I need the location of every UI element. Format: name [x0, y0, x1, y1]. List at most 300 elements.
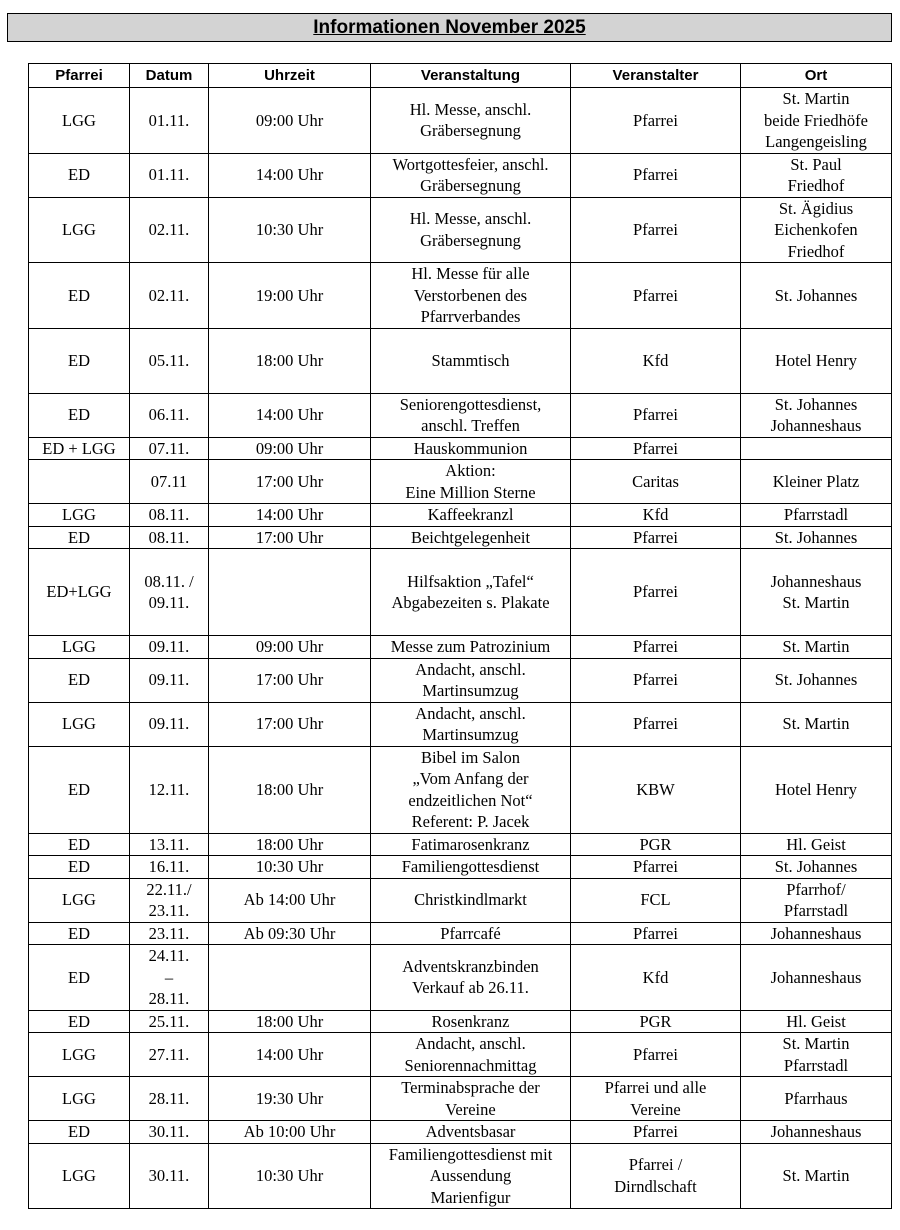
cell-veranstalter: [571, 504, 741, 527]
cell-uhrzeit: [209, 1077, 371, 1121]
table-row: [29, 1121, 892, 1144]
cell-veranstalter: [571, 1033, 741, 1077]
uhrzeit-text: 19:00 Uhr: [255, 285, 324, 305]
cell-veranstaltung: [371, 526, 571, 549]
header-veranstaltung: Veranstaltung: [371, 64, 571, 88]
veranstaltung-text: Familiengottesdienst: [401, 857, 540, 876]
table-row: [29, 1010, 892, 1033]
ort-text: Johanneshaus: [770, 967, 862, 987]
cell-datum: [130, 1010, 209, 1033]
cell-veranstaltung: [371, 878, 571, 922]
veranstalter-text: Kfd: [642, 505, 669, 524]
ort-text: Kleiner Platz: [772, 471, 860, 491]
uhrzeit-text: Ab 09:30 Uhr: [243, 923, 336, 943]
veranstaltung-text: Seniorengottesdienst, anschl. Treffen: [399, 394, 542, 435]
cell-veranstalter: [571, 437, 741, 460]
cell-uhrzeit: [209, 878, 371, 922]
cell-ort: [741, 437, 892, 460]
cell-uhrzeit: [209, 88, 371, 154]
uhrzeit-text: 10:30 Uhr: [255, 220, 324, 239]
cell-veranstalter: [571, 393, 741, 437]
ort-text: St. Martin: [782, 1166, 850, 1185]
datum-text: 06.11.: [148, 405, 190, 425]
cell-veranstalter: [571, 526, 741, 549]
veranstaltung-text: Christkindlmarkt: [414, 890, 527, 910]
cell-uhrzeit: [209, 833, 371, 856]
table-row: [29, 328, 892, 393]
cell-uhrzeit: [209, 197, 371, 263]
cell-uhrzeit: [209, 945, 371, 1011]
cell-pfarrei: [29, 922, 130, 945]
pfarrei-text: ED + LGG: [42, 438, 116, 458]
veranstalter-text: Pfarrei: [633, 405, 678, 425]
cell-datum: [130, 393, 209, 437]
cell-datum: [130, 922, 209, 945]
cell-datum: [130, 460, 209, 504]
datum-text: 23.11.: [148, 923, 190, 943]
table-row: [29, 263, 892, 329]
cell-veranstaltung: [371, 504, 571, 527]
cell-pfarrei: [29, 153, 130, 197]
pfarrei-text: LGG: [62, 1166, 96, 1185]
cell-veranstalter: [571, 856, 741, 879]
cell-veranstaltung: [371, 1143, 571, 1209]
table-header-row: [29, 64, 892, 88]
cell-pfarrei: [29, 878, 130, 922]
datum-text: 09.11.: [148, 637, 190, 656]
cell-ort: [741, 197, 892, 263]
uhrzeit-text: 19:30 Uhr: [255, 1088, 324, 1108]
cell-datum: [130, 197, 209, 263]
veranstaltung-text: Andacht, anschl. Martinsumzug: [415, 659, 526, 700]
table-row: [29, 833, 892, 856]
ort-text: Johanneshaus St. Martin: [770, 571, 862, 612]
ort-text: St. Johannes: [774, 857, 858, 876]
cell-datum: [130, 88, 209, 154]
uhrzeit-text: 14:00 Uhr: [255, 165, 324, 185]
cell-uhrzeit: [209, 437, 371, 460]
uhrzeit-text: Ab 10:00 Uhr: [243, 1122, 336, 1141]
uhrzeit-text: Ab 14:00 Uhr: [243, 890, 336, 910]
cell-veranstaltung: [371, 1033, 571, 1077]
cell-uhrzeit: [209, 1033, 371, 1077]
veranstalter-text: Pfarrei: [633, 110, 678, 130]
ort-text: Pfarrstadl: [783, 505, 849, 524]
cell-datum: [130, 1143, 209, 1209]
pfarrei-text: ED: [68, 285, 90, 305]
cell-uhrzeit: [209, 1143, 371, 1209]
cell-datum: [130, 437, 209, 460]
cell-veranstaltung: [371, 460, 571, 504]
ort-text: St. Johannes: [774, 670, 858, 690]
header-uhrzeit: Uhrzeit: [209, 64, 371, 88]
veranstaltung-text: Wortgottesfeier, anschl. Gräbersegnung: [392, 154, 549, 195]
veranstalter-text: Pfarrei: [633, 923, 678, 943]
table-row: [29, 437, 892, 460]
veranstaltung-text: Messe zum Patrozinium: [390, 637, 551, 656]
cell-ort: [741, 88, 892, 154]
cell-pfarrei: [29, 658, 130, 702]
cell-pfarrei: [29, 833, 130, 856]
datum-text: 02.11.: [148, 285, 190, 305]
cell-datum: [130, 945, 209, 1011]
cell-pfarrei: [29, 746, 130, 833]
cell-uhrzeit: [209, 1121, 371, 1144]
pfarrei-text: ED+LGG: [46, 582, 112, 602]
cell-pfarrei: [29, 460, 130, 504]
veranstaltung-text: Familiengottesdienst mit Aussendung Marienfigur: [388, 1144, 553, 1207]
cell-pfarrei: [29, 197, 130, 263]
ort-text: Hotel Henry: [774, 779, 858, 799]
veranstalter-text: Pfarrei: [633, 527, 678, 547]
uhrzeit-text: 09:00 Uhr: [255, 110, 324, 130]
veranstaltung-text: Andacht, anschl. Martinsumzug: [415, 703, 526, 744]
cell-ort: [741, 393, 892, 437]
cell-uhrzeit: [209, 153, 371, 197]
veranstalter-text: PGR: [639, 834, 672, 854]
veranstaltung-text: Hl. Messe für alle Verstorbenen des Pfarrverbandes: [411, 264, 530, 326]
ort-text: St. Ägidius Eichenkofen Friedhof: [774, 198, 858, 261]
veranstaltung-text: Hl. Messe, anschl. Gräbersegnung: [409, 99, 532, 141]
datum-text: 12.11.: [148, 779, 190, 799]
cell-veranstaltung: [371, 1010, 571, 1033]
pfarrei-text: ED: [68, 834, 90, 854]
veranstaltung-text: Adventsbasar: [425, 1122, 516, 1141]
ort-text: St. Martin: [782, 637, 850, 656]
table-row: [29, 878, 892, 922]
cell-ort: [741, 526, 892, 549]
veranstaltung-text: Andacht, anschl. Seniorennachmittag: [404, 1034, 537, 1075]
cell-ort: [741, 1077, 892, 1121]
cell-veranstalter: [571, 197, 741, 263]
datum-text: 09.11.: [148, 670, 190, 690]
uhrzeit-text: 18:00 Uhr: [255, 350, 324, 370]
cell-veranstaltung: [371, 437, 571, 460]
uhrzeit-text: 18:00 Uhr: [255, 779, 324, 799]
cell-datum: [130, 856, 209, 879]
cell-pfarrei: [29, 856, 130, 879]
ort-text: St. Paul Friedhof: [787, 154, 845, 195]
cell-veranstaltung: [371, 746, 571, 833]
veranstalter-text: Pfarrei / Dirndlschaft: [614, 1155, 697, 1196]
table-row: [29, 526, 892, 549]
table-row: [29, 922, 892, 945]
table-row: [29, 658, 892, 702]
header-veranstalter: Veranstalter: [571, 64, 741, 88]
veranstaltung-text: Hilfsaktion „Tafel“ Abgabezeiten s. Plakate: [391, 571, 550, 612]
table-row: [29, 1033, 892, 1077]
pfarrei-text: ED: [68, 1011, 90, 1031]
uhrzeit-text: 10:30 Uhr: [255, 1166, 324, 1185]
cell-veranstalter: [571, 1010, 741, 1033]
cell-ort: [741, 636, 892, 659]
veranstalter-text: Pfarrei: [633, 1044, 678, 1064]
cell-datum: [130, 1121, 209, 1144]
cell-pfarrei: [29, 1010, 130, 1033]
page-title: Informationen November 2025: [313, 16, 586, 38]
cell-veranstaltung: [371, 833, 571, 856]
cell-veranstaltung: [371, 393, 571, 437]
table-row: [29, 1077, 892, 1121]
cell-pfarrei: [29, 1033, 130, 1077]
table-row: [29, 1143, 892, 1209]
cell-datum: [130, 526, 209, 549]
cell-veranstaltung: [371, 153, 571, 197]
pfarrei-text: ED: [68, 670, 90, 690]
cell-uhrzeit: [209, 328, 371, 393]
veranstalter-text: Pfarrei: [633, 165, 678, 185]
header-ort: Ort: [741, 64, 892, 88]
cell-uhrzeit: [209, 856, 371, 879]
cell-datum: [130, 833, 209, 856]
table-row: [29, 88, 892, 154]
table-row: [29, 393, 892, 437]
cell-ort: [741, 153, 892, 197]
cell-uhrzeit: [209, 636, 371, 659]
uhrzeit-text: 09:00 Uhr: [255, 637, 324, 656]
cell-ort: [741, 746, 892, 833]
cell-pfarrei: [29, 504, 130, 527]
cell-datum: [130, 504, 209, 527]
veranstalter-text: FCL: [640, 890, 671, 910]
veranstaltung-text: Adventskranzbinden Verkauf ab 26.11.: [402, 956, 539, 998]
cell-datum: [130, 153, 209, 197]
cell-veranstalter: [571, 636, 741, 659]
pfarrei-text: ED: [68, 405, 90, 425]
veranstaltung-text: Fatimarosenkranz: [411, 834, 530, 854]
cell-uhrzeit: [209, 263, 371, 329]
veranstaltung-text: Kaffeekranzl: [427, 505, 514, 524]
ort-text: St. Johannes: [774, 527, 858, 547]
datum-text: 27.11.: [148, 1044, 190, 1064]
cell-veranstaltung: [371, 1077, 571, 1121]
cell-veranstaltung: [371, 945, 571, 1011]
cell-ort: [741, 263, 892, 329]
cell-pfarrei: [29, 1143, 130, 1209]
cell-veranstalter: [571, 1077, 741, 1121]
cell-veranstalter: [571, 702, 741, 746]
pfarrei-text: ED: [68, 967, 90, 987]
cell-veranstaltung: [371, 1121, 571, 1144]
veranstalter-text: Pfarrei: [633, 670, 678, 690]
ort-text: Pfarrhaus: [784, 1088, 848, 1108]
cell-veranstaltung: [371, 922, 571, 945]
cell-veranstaltung: [371, 636, 571, 659]
cell-pfarrei: [29, 549, 130, 636]
cell-veranstalter: [571, 922, 741, 945]
cell-pfarrei: [29, 636, 130, 659]
cell-veranstaltung: [371, 263, 571, 329]
pfarrei-text: ED: [68, 779, 90, 799]
datum-text: 07.11: [150, 471, 188, 491]
table-row: [29, 636, 892, 659]
pfarrei-text: LGG: [62, 220, 96, 239]
datum-text: 07.11.: [148, 438, 190, 458]
header-datum: Datum: [130, 64, 209, 88]
cell-pfarrei: [29, 945, 130, 1011]
cell-ort: [741, 460, 892, 504]
cell-veranstalter: [571, 658, 741, 702]
cell-pfarrei: [29, 1077, 130, 1121]
cell-ort: [741, 1033, 892, 1077]
pfarrei-text: LGG: [62, 110, 96, 130]
veranstaltung-text: Bibel im Salon „Vom Anfang der endzeitlichen Not“ Referent: P. Jacek: [408, 747, 533, 831]
datum-text: 08.11.: [148, 505, 190, 524]
uhrzeit-text: 17:00 Uhr: [255, 471, 324, 491]
cell-veranstalter: [571, 1143, 741, 1209]
cell-ort: [741, 549, 892, 636]
uhrzeit-text: 18:00 Uhr: [255, 1011, 324, 1031]
header-pfarrei: Pfarrei: [29, 64, 130, 88]
cell-datum: [130, 263, 209, 329]
cell-ort: [741, 658, 892, 702]
veranstaltung-text: Stammtisch: [431, 350, 510, 370]
datum-text: 30.11.: [148, 1122, 190, 1141]
ort-text: St. Martin Pfarrstadl: [782, 1034, 850, 1075]
pfarrei-text: LGG: [62, 1044, 96, 1064]
cell-veranstaltung: [371, 856, 571, 879]
pfarrei-text: ED: [68, 527, 90, 547]
veranstalter-text: Pfarrei: [633, 582, 678, 602]
cell-uhrzeit: [209, 549, 371, 636]
cell-veranstalter: [571, 263, 741, 329]
table-row: [29, 504, 892, 527]
cell-veranstalter: [571, 1121, 741, 1144]
cell-datum: [130, 746, 209, 833]
cell-uhrzeit: [209, 460, 371, 504]
pfarrei-text: LGG: [62, 637, 96, 656]
cell-uhrzeit: [209, 504, 371, 527]
cell-pfarrei: [29, 526, 130, 549]
datum-text: 13.11.: [148, 834, 190, 854]
cell-datum: [130, 878, 209, 922]
cell-uhrzeit: [209, 1010, 371, 1033]
cell-ort: [741, 504, 892, 527]
cell-pfarrei: [29, 393, 130, 437]
cell-pfarrei: [29, 437, 130, 460]
table-row: [29, 702, 892, 746]
cell-veranstalter: [571, 153, 741, 197]
pfarrei-text: LGG: [62, 714, 96, 734]
cell-pfarrei: [29, 263, 130, 329]
ort-text: Hotel Henry: [774, 350, 858, 370]
ort-text: Pfarrhof/ Pfarrstadl: [783, 879, 849, 920]
veranstalter-text: Pfarrei: [633, 857, 678, 876]
veranstalter-text: Pfarrei: [633, 285, 678, 305]
table-row: [29, 746, 892, 833]
veranstaltung-text: Rosenkranz: [431, 1011, 510, 1031]
veranstalter-text: Pfarrei: [633, 220, 678, 239]
datum-text: 01.11.: [148, 165, 190, 185]
pfarrei-text: ED: [68, 923, 90, 943]
cell-veranstaltung: [371, 549, 571, 636]
table-row: [29, 197, 892, 263]
cell-datum: [130, 1033, 209, 1077]
cell-uhrzeit: [209, 922, 371, 945]
pfarrei-text: ED: [68, 1122, 90, 1141]
veranstalter-text: KBW: [636, 779, 675, 799]
ort-text: St. Johannes: [774, 285, 858, 305]
cell-datum: [130, 1077, 209, 1121]
title-banner: [7, 13, 892, 42]
cell-uhrzeit: [209, 526, 371, 549]
veranstalter-text: Pfarrei: [633, 637, 678, 656]
datum-text: 08.11.: [148, 527, 190, 547]
datum-text: 22.11./ 23.11.: [146, 879, 192, 920]
cell-ort: [741, 702, 892, 746]
cell-veranstaltung: [371, 658, 571, 702]
cell-ort: [741, 1121, 892, 1144]
ort-text: Hl. Geist: [786, 1011, 846, 1031]
cell-datum: [130, 328, 209, 393]
pfarrei-text: LGG: [62, 890, 96, 910]
cell-veranstalter: [571, 878, 741, 922]
cell-ort: [741, 1010, 892, 1033]
ort-text: Johanneshaus: [770, 923, 862, 943]
uhrzeit-text: 09:00 Uhr: [255, 438, 324, 458]
table-row: [29, 549, 892, 636]
datum-text: 09.11.: [148, 714, 190, 734]
datum-text: 02.11.: [148, 220, 190, 239]
uhrzeit-text: 14:00 Uhr: [255, 1044, 324, 1064]
ort-text: St. Martin beide Friedhöfe Langengeisling: [763, 89, 868, 151]
cell-uhrzeit: [209, 393, 371, 437]
veranstalter-text: Pfarrei: [633, 438, 678, 458]
ort-text: St. Johannes Johanneshaus: [770, 394, 862, 435]
cell-ort: [741, 945, 892, 1011]
cell-veranstaltung: [371, 328, 571, 393]
veranstalter-text: Pfarrei und alle Vereine: [604, 1078, 707, 1119]
veranstalter-text: PGR: [639, 1011, 672, 1031]
cell-veranstalter: [571, 460, 741, 504]
table-row: [29, 460, 892, 504]
pfarrei-text: LGG: [62, 1088, 96, 1108]
ort-text: Hl. Geist: [786, 834, 846, 854]
cell-veranstaltung: [371, 88, 571, 154]
cell-pfarrei: [29, 88, 130, 154]
veranstalter-text: Kfd: [642, 350, 669, 370]
cell-uhrzeit: [209, 702, 371, 746]
uhrzeit-text: 17:00 Uhr: [255, 670, 324, 690]
cell-veranstalter: [571, 549, 741, 636]
pfarrei-text: LGG: [62, 505, 96, 524]
cell-veranstaltung: [371, 702, 571, 746]
ort-text: Johanneshaus: [770, 1122, 862, 1141]
cell-pfarrei: [29, 1121, 130, 1144]
cell-veranstaltung: [371, 197, 571, 263]
veranstaltung-text: Terminabsprache der Vereine: [401, 1078, 540, 1119]
table-row: [29, 153, 892, 197]
datum-text: 01.11.: [148, 110, 190, 130]
cell-ort: [741, 328, 892, 393]
pfarrei-text: ED: [68, 857, 90, 876]
uhrzeit-text: 17:00 Uhr: [255, 527, 324, 547]
cell-veranstalter: [571, 746, 741, 833]
datum-text: 16.11.: [148, 857, 190, 876]
veranstalter-text: Pfarrei: [633, 1122, 678, 1141]
cell-datum: [130, 549, 209, 636]
events-table: [28, 63, 892, 1209]
cell-ort: [741, 878, 892, 922]
veranstaltung-text: Hl. Messe, anschl. Gräbersegnung: [409, 209, 532, 250]
veranstalter-text: Caritas: [632, 471, 679, 491]
cell-ort: [741, 856, 892, 879]
cell-veranstalter: [571, 833, 741, 856]
uhrzeit-text: 10:30 Uhr: [255, 857, 324, 876]
pfarrei-text: ED: [68, 350, 90, 370]
cell-ort: [741, 833, 892, 856]
datum-text: 24.11. – 28.11.: [148, 946, 190, 1008]
